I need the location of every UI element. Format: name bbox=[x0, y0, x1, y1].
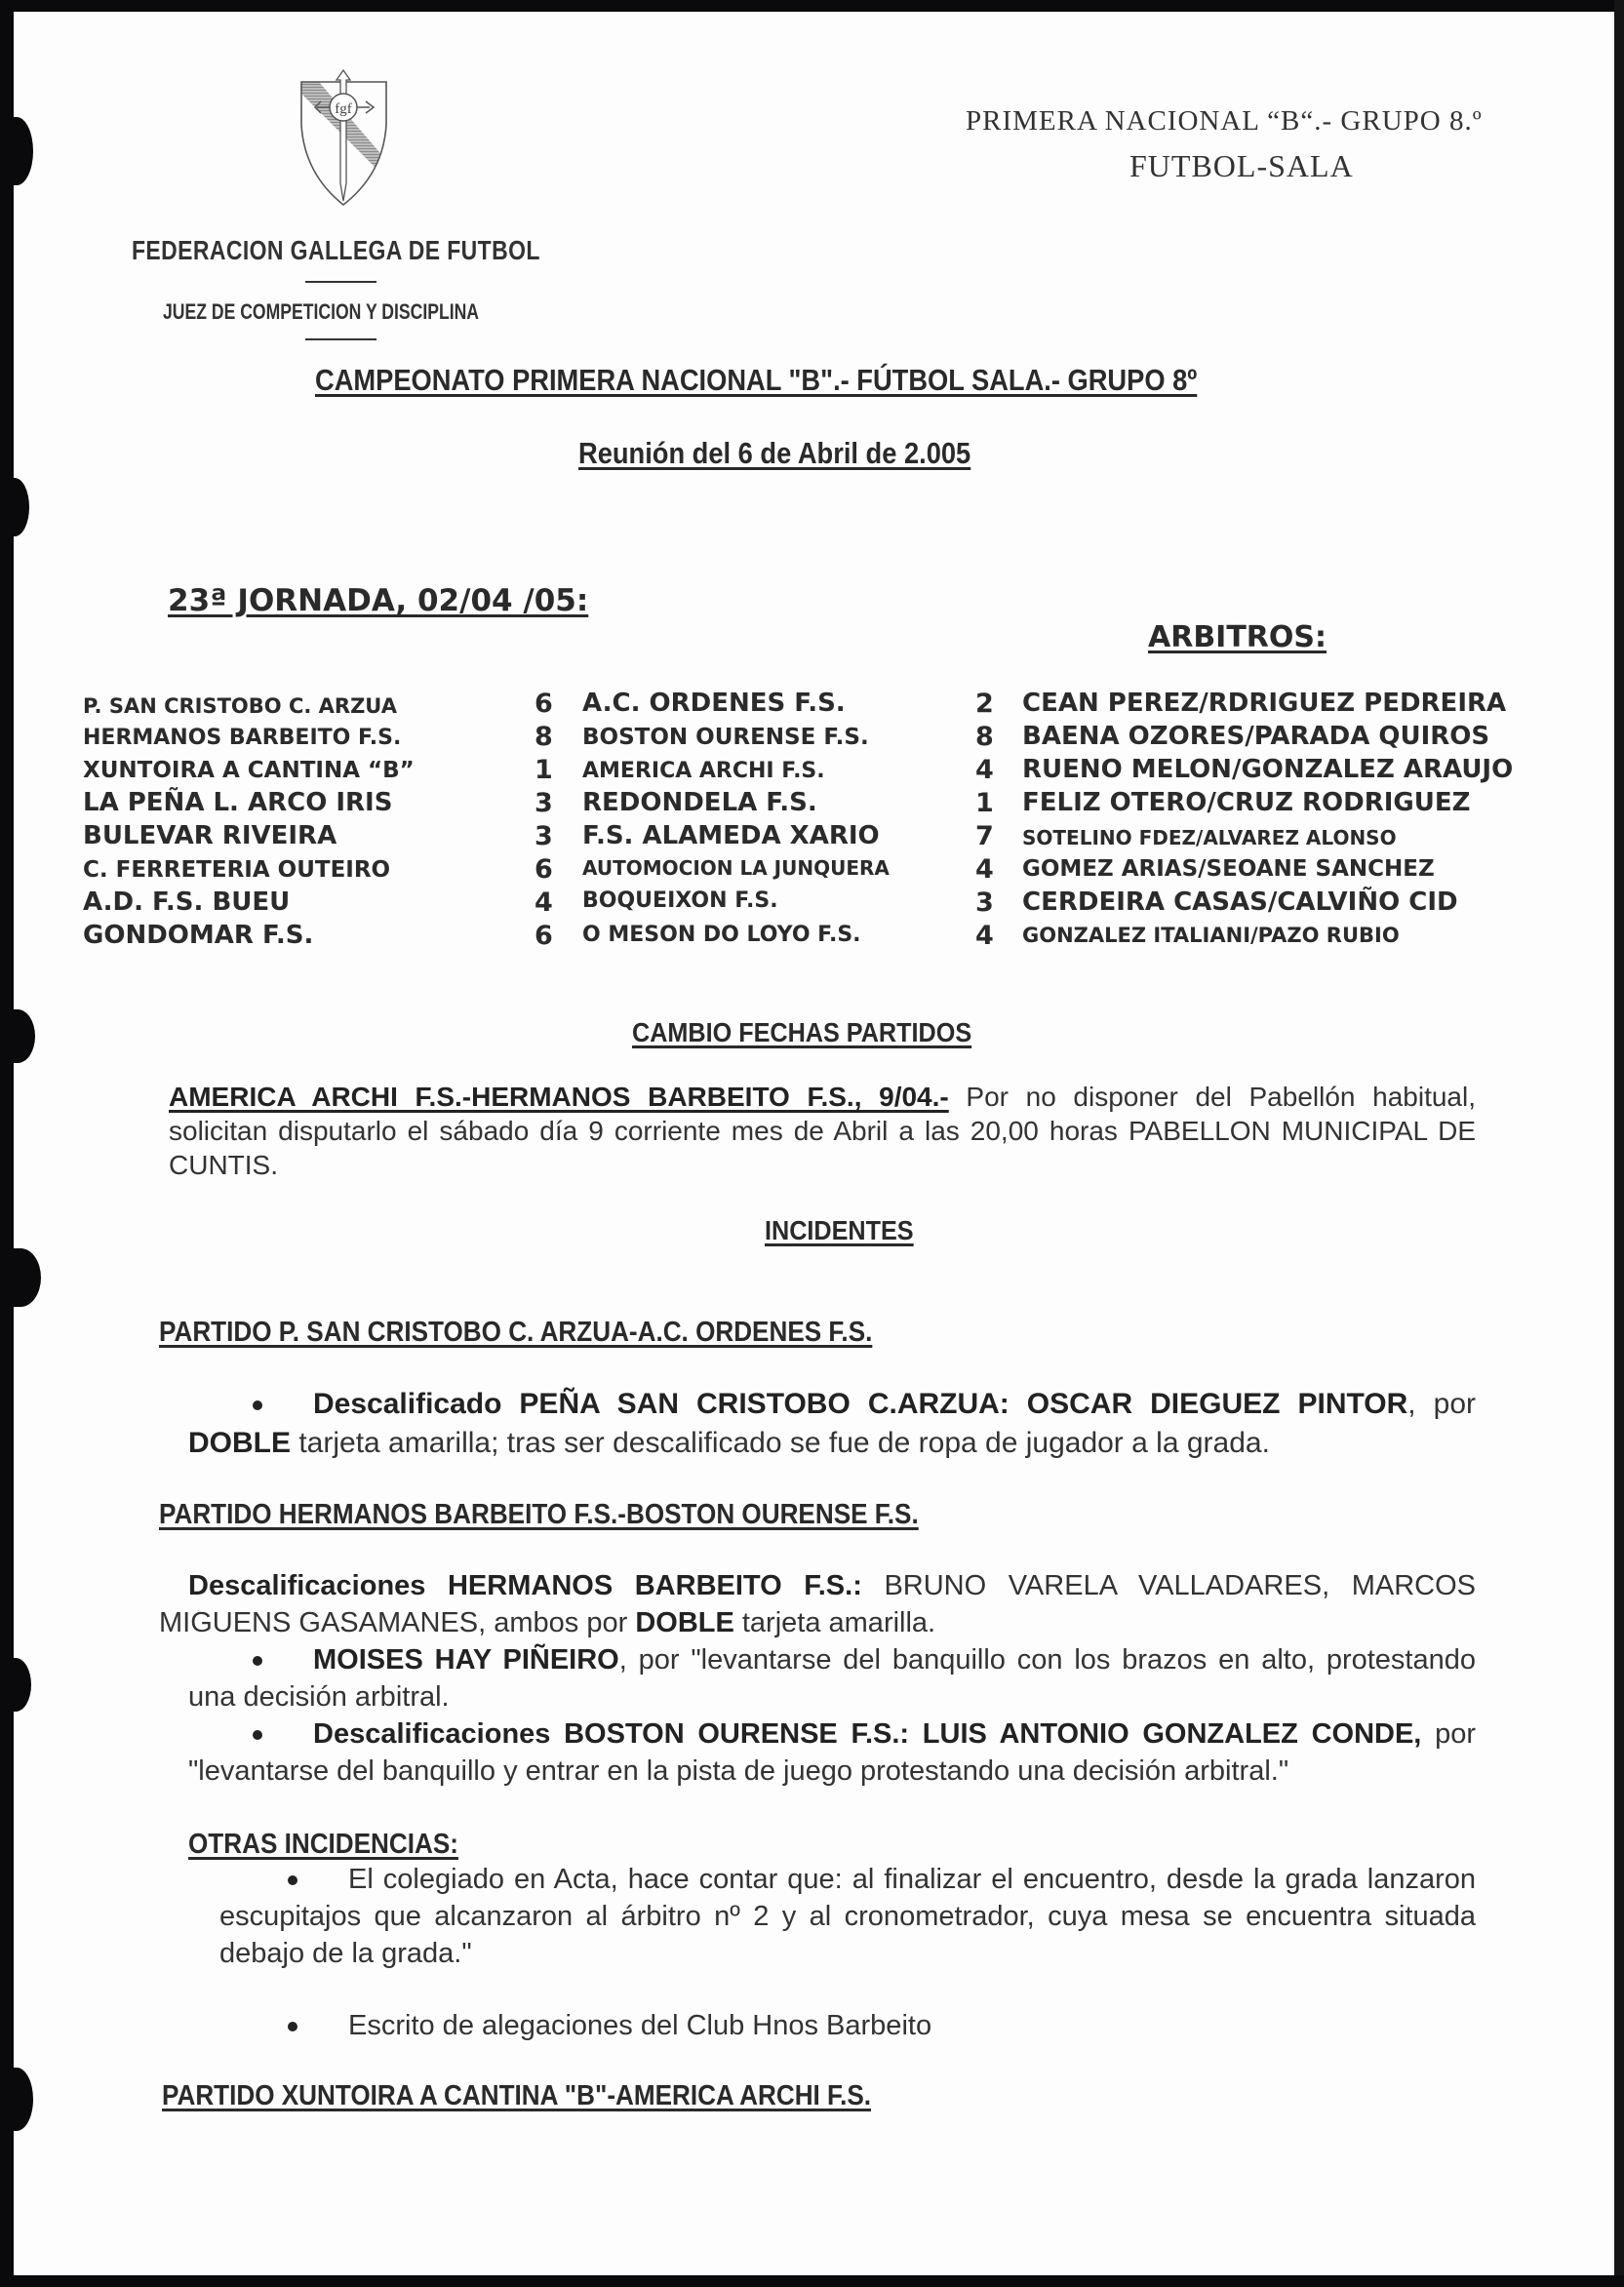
federation-shield-logo-icon bbox=[297, 66, 390, 208]
competition-line-2: FUTBOL-SALA bbox=[1129, 148, 1354, 183]
date-change-match: AMERICA ARCHI F.S.-HERMANOS BARBEITO F.S., 9/04.- bbox=[169, 1082, 949, 1112]
away-score: 3 bbox=[975, 887, 994, 918]
bullet-icon bbox=[219, 2007, 348, 2044]
away-score: 7 bbox=[975, 821, 994, 851]
incident-item bbox=[188, 1641, 1476, 1715]
incident-bold: DOBLE bbox=[635, 1607, 734, 1638]
incident-item bbox=[188, 1715, 1476, 1790]
bullet-icon bbox=[188, 1385, 313, 1424]
scan-edge-right bbox=[1614, 0, 1624, 2287]
incident-text: , por bbox=[1407, 1388, 1476, 1420]
competition-line-1: PRIMERA NACIONAL “B“.- GRUPO 8.º bbox=[966, 105, 1483, 137]
home-team: HERMANOS BARBEITO F.S. bbox=[83, 726, 402, 750]
incident-text: El colegiado en Acta, hace contar que: al finalizar el encuentro, desde la grada lanzaron escupitajos que alcanzaron al árbitro nº 2 y al cronometrador, cuya mesa se encuentra situada debajo de la grada." bbox=[219, 1864, 1476, 1969]
incident-text: , por "levantarse del banquillo con los brazos en alto, protestando una decisión arbitral. bbox=[188, 1644, 1477, 1713]
scan-edge-notch bbox=[0, 478, 29, 536]
match-row bbox=[0, 921, 1624, 954]
match-row bbox=[0, 788, 1624, 821]
away-score: 4 bbox=[975, 921, 994, 951]
incident-text: tarjeta amarilla. bbox=[733, 1607, 936, 1638]
bullet-icon bbox=[188, 1715, 313, 1753]
referees: FELIZ OTERO/CRUZ RODRIGUEZ bbox=[1022, 788, 1471, 817]
svg-text:fgf: fgf bbox=[335, 101, 352, 117]
incident-item bbox=[159, 1567, 1476, 1641]
date-changes-heading: CAMBIO FECHAS PARTIDOS bbox=[632, 1017, 972, 1047]
scan-edge-bottom bbox=[0, 2275, 1624, 2287]
incident-bold: Descalificaciones BOSTON OURENSE F.S.: LUIS ANTONIO GONZALEZ CONDE, bbox=[313, 1718, 1422, 1750]
incident-bold: MOISES HAY PIÑEIRO bbox=[313, 1644, 619, 1676]
match-row bbox=[0, 854, 1624, 887]
match-incident-heading: PARTIDO P. SAN CRISTOBO C. ARZUA-A.C. ORDENES F.S. bbox=[159, 1317, 873, 1348]
away-team: O MESON DO LOYO F.S. bbox=[582, 923, 861, 947]
away-score: 8 bbox=[975, 722, 994, 752]
other-incident-item bbox=[219, 1861, 1476, 1972]
bullet-icon bbox=[188, 1641, 313, 1678]
referees: GOMEZ ARIAS/SEOANE SANCHEZ bbox=[1022, 856, 1435, 882]
scan-edge-notch bbox=[0, 1658, 31, 1712]
organization-name: FEDERACION GALLEGA DE FUTBOL bbox=[132, 235, 540, 265]
home-team: BULEVAR RIVEIRA bbox=[83, 821, 337, 850]
scan-edge-notch bbox=[0, 1009, 35, 1063]
match-row bbox=[0, 821, 1624, 854]
home-team: C. FERRETERIA OUTEIRO bbox=[83, 857, 391, 883]
home-team: LA PEÑA L. ARCO IRIS bbox=[83, 788, 393, 817]
other-incidents-heading: OTRAS INCIDENCIAS: bbox=[188, 1829, 458, 1860]
meeting-date: Reunión del 6 de Abril de 2.005 bbox=[578, 436, 971, 470]
home-score: 8 bbox=[535, 722, 553, 752]
incident-bold: Descalificado PEÑA SAN CRISTOBO C.ARZUA: OSCAR DIEGUEZ PINTOR bbox=[313, 1388, 1408, 1420]
home-score: 6 bbox=[535, 689, 553, 719]
home-team: P. SAN CRISTOBO C. ARZUA bbox=[83, 694, 397, 718]
referees: SOTELINO FDEZ/ALVAREZ ALONSO bbox=[1022, 826, 1397, 849]
incident-bold: DOBLE bbox=[188, 1427, 291, 1459]
referees: CEAN PEREZ/RDRIGUEZ PEDREIRA bbox=[1022, 689, 1507, 718]
incident-text: Escrito de alegaciones del Club Hnos Barbeito bbox=[348, 2010, 932, 2041]
home-score: 4 bbox=[535, 887, 553, 918]
scan-edge-notch bbox=[0, 117, 33, 185]
home-team: XUNTOIRA A CANTINA “B” bbox=[83, 758, 415, 783]
date-change-text: Por no disponer del Pabellón habitual, solicitan disputarlo el sábado día 9 corriente mes de Abril a las 20,00 horas PABELLON MUNICIPAL DE CUNTIS. bbox=[169, 1082, 1476, 1180]
other-incident-item bbox=[219, 2007, 1476, 2044]
away-team: AMERICA ARCHI F.S. bbox=[582, 759, 825, 783]
jornada-heading: 23ª JORNADA, 02/04 /05: bbox=[168, 583, 589, 618]
match-row bbox=[0, 755, 1624, 788]
incident-text: por "levantarse del banquillo y entrar en la pista de juego protestando una decisión arbitral." bbox=[188, 1718, 1476, 1787]
home-score: 1 bbox=[535, 755, 553, 785]
incidents-heading: INCIDENTES bbox=[765, 1215, 914, 1245]
home-team: GONDOMAR F.S. bbox=[83, 921, 314, 950]
referees: BAENA OZORES/PARADA QUIROS bbox=[1022, 722, 1490, 751]
match-row bbox=[0, 722, 1624, 755]
match-row bbox=[0, 887, 1624, 921]
home-score: 6 bbox=[535, 854, 553, 885]
incident-bold: Descalificaciones HERMANOS BARBEITO F.S.: bbox=[188, 1570, 862, 1601]
bullet-icon bbox=[219, 1861, 348, 1898]
away-team: BOQUEIXON F.S. bbox=[582, 888, 778, 913]
scan-edge-notch bbox=[0, 1248, 41, 1307]
home-score: 3 bbox=[535, 788, 553, 818]
match-incident-heading: PARTIDO XUNTOIRA A CANTINA "B"-AMERICA ARCHI F.S. bbox=[162, 2080, 872, 2111]
away-score: 2 bbox=[975, 689, 994, 719]
away-score: 4 bbox=[975, 755, 994, 785]
department-name: JUEZ DE COMPETICION Y DISCIPLINA bbox=[163, 299, 480, 324]
incident-item bbox=[188, 1385, 1476, 1463]
match-row bbox=[0, 689, 1624, 722]
referees: GONZALEZ ITALIANI/PAZO RUBIO bbox=[1022, 924, 1400, 947]
away-team: AUTOMOCION LA JUNQUERA bbox=[582, 856, 890, 880]
away-team: A.C. ORDENES F.S. bbox=[582, 689, 846, 718]
referees: RUENO MELON/GONZALEZ ARAUJO bbox=[1022, 755, 1514, 784]
home-score: 3 bbox=[535, 821, 553, 851]
home-team: A.D. F.S. BUEU bbox=[83, 887, 291, 917]
away-score: 4 bbox=[975, 854, 994, 885]
incident-text: tarjeta amarilla; tras ser descalificado se fue de ropa de jugador a la grada. bbox=[291, 1427, 1270, 1459]
scan-edge-notch bbox=[0, 2068, 33, 2131]
home-score: 6 bbox=[535, 921, 553, 951]
away-team: REDONDELA F.S. bbox=[582, 788, 817, 817]
referees-heading: ARBITROS: bbox=[1148, 620, 1327, 654]
away-score: 1 bbox=[975, 788, 994, 818]
away-team: BOSTON OURENSE F.S. bbox=[582, 725, 869, 750]
date-change-paragraph bbox=[169, 1080, 1476, 1182]
incident-text: BRUNO VARELA VALLADARES, MARCOS MIGUENS GASAMANES, ambos por bbox=[159, 1570, 1476, 1638]
match-incident-heading: PARTIDO HERMANOS BARBEITO F.S.-BOSTON OURENSE F.S. bbox=[159, 1499, 919, 1530]
divider bbox=[305, 338, 376, 340]
page-title: CAMPEONATO PRIMERA NACIONAL "B".- FÚTBOL SALA.- GRUPO 8º bbox=[315, 363, 1198, 397]
away-team: F.S. ALAMEDA XARIO bbox=[582, 821, 880, 850]
divider bbox=[305, 281, 376, 283]
referees: CERDEIRA CASAS/CALVIÑO CID bbox=[1022, 887, 1458, 917]
